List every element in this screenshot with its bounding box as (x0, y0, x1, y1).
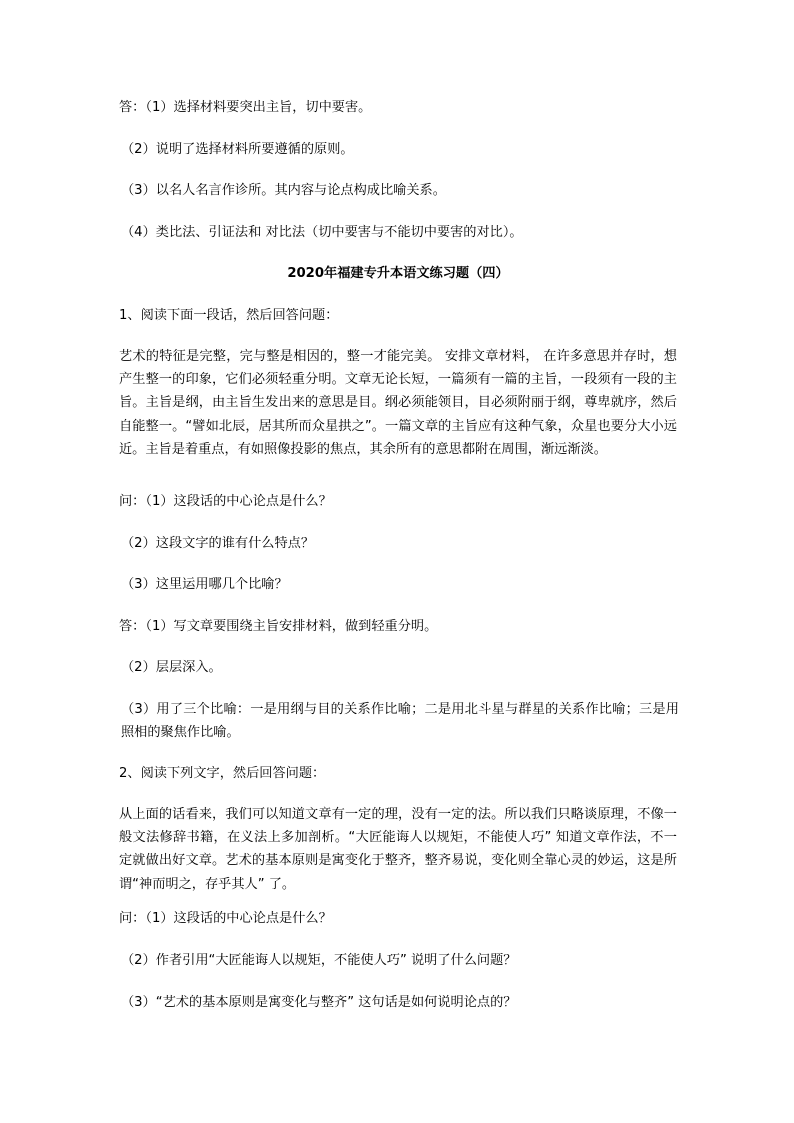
answer-line-2: （2）说明了选择材料所要遵循的原则。 (121, 142, 354, 157)
question-2-passage: 从上面的话看来，我们可以知道文章有一定的理，没有一定的法。所以我们只略谈原理，不像一般文法修辞书籍，在义法上多加剖析。“大匠能诲人以规矩，不能使人巧” 知道文章作法，不一定就做出好文章。艺术的基本原则是寓变化于整齐，整齐易说，变化则全靠心灵的妙运，这是所谓“神而明之，存乎其人” 了。 (119, 807, 677, 892)
answer-line-3: （3）以名人名言作诊所。其内容与论点构成比喻关系。 (121, 183, 446, 198)
answer-1-c: （3）用了三个比喻：一是用纲与目的关系作比喻；二是用北斗星与群星的关系作比喻；三是用照相的聚焦作比喻。 (121, 702, 679, 741)
question-2-sub-c: （3）“艺术的基本原则是寓变化与整齐” 这句话是如何说明论点的？ (121, 995, 517, 1010)
answer-1-b: （2）层层深入。 (121, 660, 222, 675)
question-1-sub-c: （3）这里运用哪几个比喻？ (121, 577, 288, 592)
answer-line-4: （4）类比法、引证法和 对比法（切中要害与不能切中要害的对比）。 (121, 225, 523, 240)
answer-line-1: 答：（1）选择材料要突出主旨，切中要害。 (119, 100, 372, 115)
question-2-sub-b: （2）作者引用“大匠能诲人以规矩，不能使人巧” 说明了什么问题？ (121, 953, 517, 968)
answer-1-a: 答：（1）写文章要围绕主旨安排材料，做到轻重分明。 (119, 619, 438, 634)
section-title: 2020年福建专升本语文练习题（四） (287, 266, 509, 281)
question-1-sub-b: （2）这段文字的谁有什么特点？ (121, 536, 315, 551)
question-1-passage: 艺术的特征是完整，完与整是相因的，整一才能完美。 安排文章材料， 在许多意思并存时，想产生整一的印象，它们必须轻重分明。文章无论长短，一篇须有一篇的主旨，一段须有一段的主旨。主旨是纲，由主旨生发出来的意思是目。纲必须能领目，目必须附丽于纲，尊卑就序，然后自能整一。“譬如北辰，居其所而众星拱之”。一篇文章的主旨应有这种气象，众星也要分大小远近。主旨是着重点，有如照像投影的焦点，其余所有的意思都附在周围，渐远渐淡。 (119, 349, 677, 457)
question-1-sub-a: 问：（1）这段话的中心论点是什么？ (119, 494, 332, 509)
question-2-prompt: 2、阅读下列文字，然后回答问题： (119, 766, 326, 781)
question-1-prompt: 1、阅读下面一段话，然后回答问题： (119, 308, 339, 323)
question-2-sub-a: 问：（1）这段话的中心论点是什么？ (119, 911, 332, 926)
